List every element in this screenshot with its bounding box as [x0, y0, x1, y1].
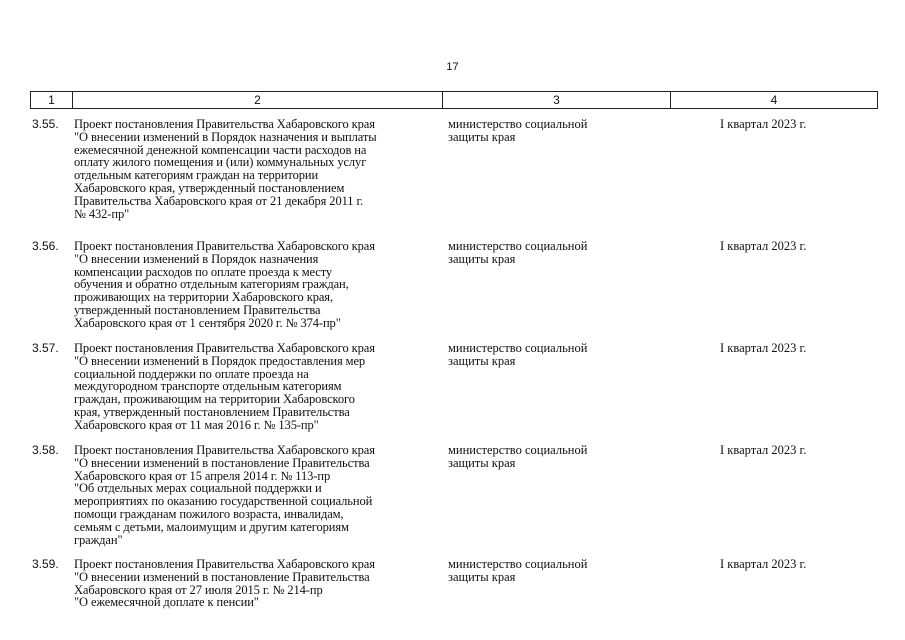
table-row — [30, 118, 878, 240]
table-row — [30, 558, 878, 618]
header-col-3: 3 — [443, 92, 671, 108]
row-deadline: I квартал 2023 г. — [720, 443, 807, 457]
row-number: 3.59. — [32, 557, 59, 571]
row-responsible-agency: министерство социальной защиты края — [448, 557, 588, 584]
header-col-1: 1 — [31, 92, 73, 108]
row-responsible-agency: министерство социальной защиты края — [448, 341, 588, 368]
table-row — [30, 444, 878, 558]
header-col-2: 2 — [73, 92, 443, 108]
row-deadline: I квартал 2023 г. — [720, 239, 807, 253]
table-header — [30, 91, 878, 109]
table-row — [30, 342, 878, 444]
header-col-4: 4 — [770, 93, 778, 107]
row-document-title: Проект постановления Правительства Хабаровского края "О внесении изменений в постановление Правительства Хабаровского края от 15 апреля 2014 г. № 113-пр "Об отдельных мерах социальной поддержки и мероприятиях по оказанию государственной социальной помощи гражданам пожилого возраста, инвалидам, семьям с детьми, малоимущим и другим категориям граждан" — [74, 443, 375, 547]
row-deadline: I квартал 2023 г. — [720, 557, 807, 571]
row-document-title: Проект постановления Правительства Хабаровского края "О внесении изменений в постановление Правительства Хабаровского края от 27 июля 2015 г. № 214-пр "О ежемесячной доплате к пенсии" — [74, 557, 375, 610]
row-number: 3.58. — [32, 443, 59, 457]
row-document-title: Проект постановления Правительства Хабаровского края "О внесении изменений в Порядок назначения компенсации расходов по оплате проезда к месту обучения и обратно отдельным категориям граждан, проживающих на территории Хабаровского края, утвержденный постановлением Правительства Хабаровского края от 1 сентября 2020 г. № 374-пр" — [74, 239, 375, 330]
row-document-title: Проект постановления Правительства Хабаровского края "О внесении изменений в Порядок предоставления мер социальной поддержки по оплате проезда на междугородном транспорте отдельным категориям граждан, проживающим на территории Хабаровского края, утвержденный постановлением Правительства Хабаровского края от 11 мая 2016 г. № 135-пр" — [74, 341, 375, 432]
row-number: 3.57. — [32, 341, 59, 355]
row-deadline: I квартал 2023 г. — [720, 341, 807, 355]
row-number: 3.56. — [32, 239, 59, 253]
row-responsible-agency: министерство социальной защиты края — [448, 117, 588, 144]
row-responsible-agency: министерство социальной защиты края — [448, 239, 588, 266]
row-number: 3.55. — [32, 117, 59, 131]
page-number: 17 — [446, 61, 459, 73]
table-row — [30, 240, 878, 342]
table-body — [30, 118, 878, 618]
row-responsible-agency: министерство социальной защиты края — [448, 443, 588, 470]
row-deadline: I квартал 2023 г. — [720, 117, 807, 131]
row-document-title: Проект постановления Правительства Хабаровского края "О внесении изменений в Порядок назначения и выплаты ежемесячной денежной компенсации части расходов на оплату жилого помещения и (или) коммунальных услуг отдельным категориям граждан на территории Хабаровского края, утвержденный постановлением Правительства Хабаровского края от 21 декабря 2011 г. № 432-пр" — [74, 117, 377, 221]
